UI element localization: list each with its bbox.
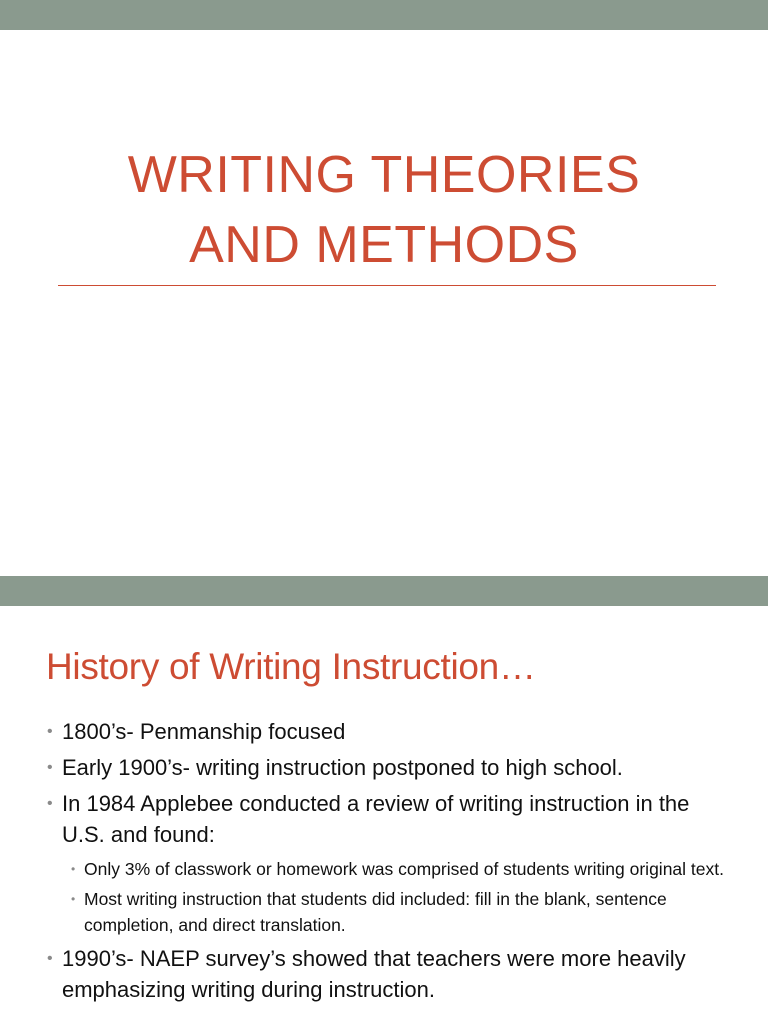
bullet-item: • 1990’s- NAEP survey’s showed that teachers were more heavily emphasizing writing during instruction.: [46, 943, 736, 1005]
sub-bullet-list: [62, 856, 736, 938]
bullet-item: • Early 1900’s- writing instruction postponed to high school.: [46, 752, 736, 783]
bullet-list: [46, 716, 736, 1010]
bullet-item: [46, 788, 736, 938]
slide-heading: History of Writing Instruction…: [46, 646, 536, 687]
slide-title-line-2: AND METHODS: [189, 216, 579, 274]
bullet-item: • 1800’s- Penmanship focused: [46, 716, 736, 747]
slide-title-line-1: WRITING THEORIES: [127, 146, 641, 204]
slide-top-bar: [0, 576, 768, 606]
sub-bullet-item: • Most writing instruction that students did included: fill in the blank, sentence completion, and direct translation.: [62, 886, 736, 938]
bullet-text: In 1984 Applebee conducted a review of writing instruction in the U.S. and found:: [62, 791, 690, 847]
slide-title: [40, 140, 728, 280]
slide-top-bar: [0, 0, 768, 30]
content-slide: [0, 576, 768, 1024]
title-divider: [58, 285, 716, 286]
sub-bullet-item: • Only 3% of classwork or homework was comprised of students writing original text.: [62, 856, 736, 882]
